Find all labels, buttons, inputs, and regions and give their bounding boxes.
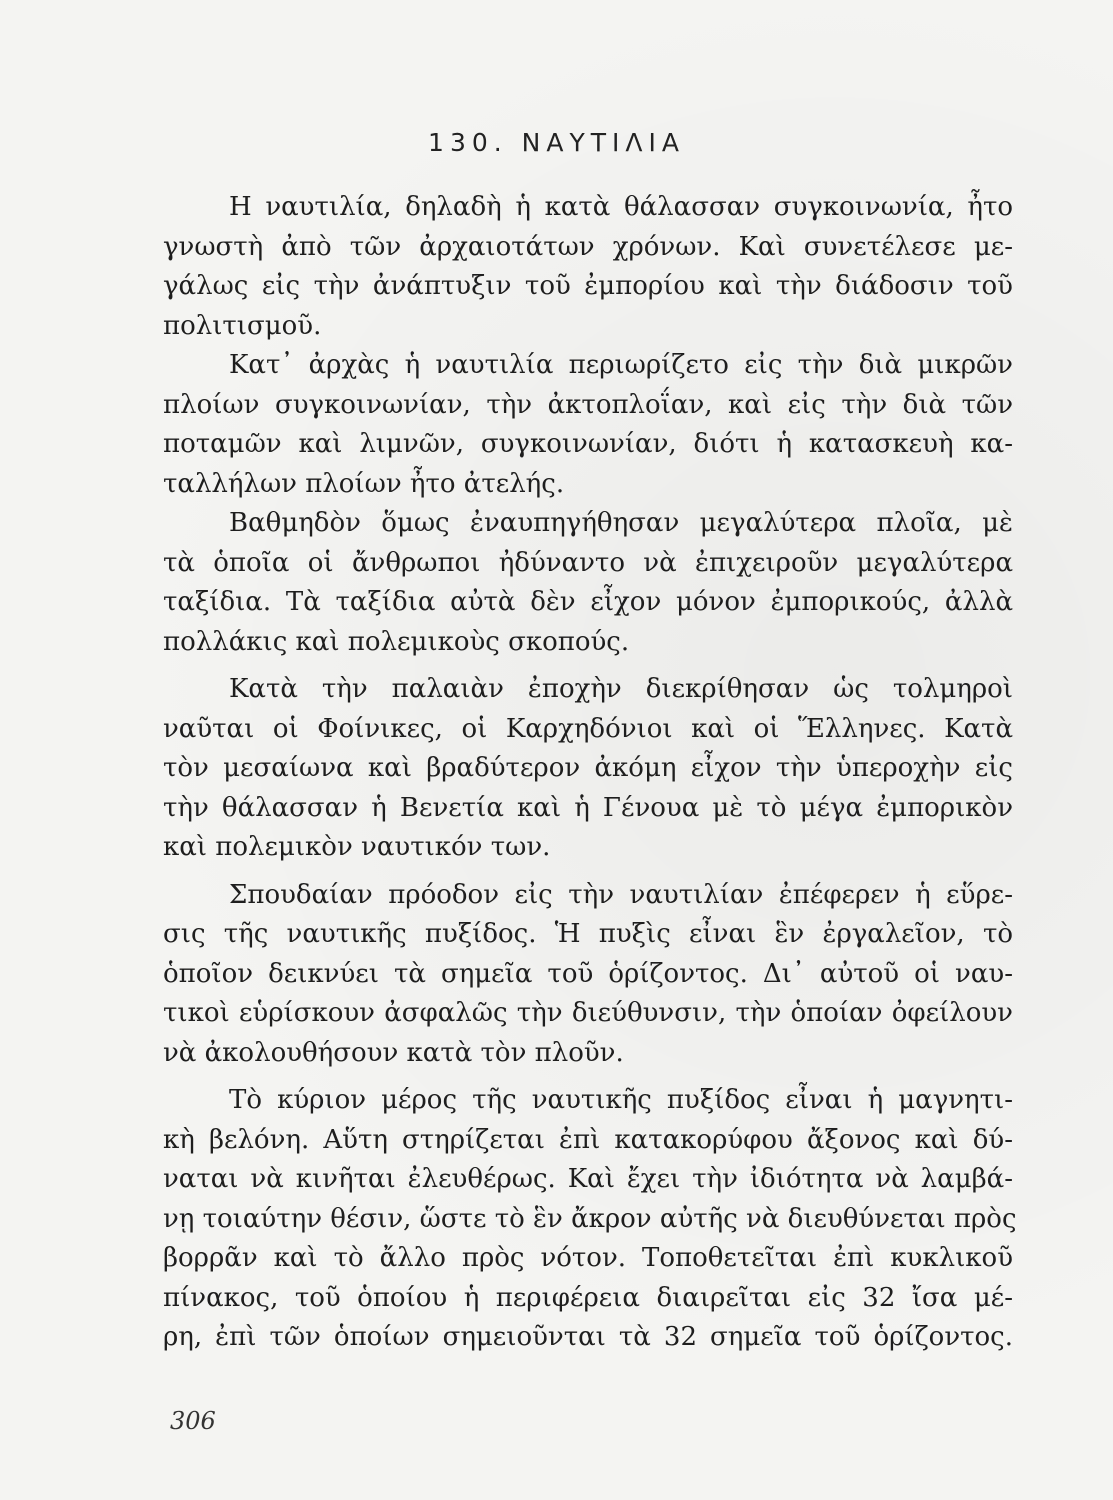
paragraph-gap [163, 1073, 1013, 1081]
text-line: κὴ βελόνη. Αὕτη στηρίζεται ἐπὶ κατακορύφου ἄξονος καὶ δύ- [163, 1124, 1013, 1155]
text-line: τικοὶ εὑρίσκουν ἀσφαλῶς τὴν διεύθυνσιν, τὴν ὁποίαν ὀφείλουν [163, 998, 1013, 1028]
text-line: ρη, ἐπὶ τῶν ὁποίων σημειοῦνται τὰ 32 σημεῖα τοῦ ὁρίζοντος. [163, 1322, 1013, 1352]
text-line: Η ναυτιλία, δηλαδὴ ἡ κατὰ θάλασσαν συγκοινωνία, ἦτο [229, 192, 1013, 222]
chapter-heading: 130. ΝΑΥΤΙΛΙΑ [428, 128, 685, 157]
text-line: τὰ ὁποῖα οἱ ἄνθρωποι ἠδύναντο νὰ ἐπιχειροῦν μεγαλύτερα [163, 547, 1013, 578]
text-line: πίνακος, τοῦ ὁποίου ἡ περιφέρεια διαιρεῖται εἰς 32 ἴσα μέ- [163, 1282, 1013, 1313]
paragraph [163, 670, 1013, 868]
text-line: τὴν θάλασσαν ἡ Βενετία καὶ ἡ Γένουα μὲ τὸ μέγα ἐμπορικὸν [163, 792, 1013, 823]
paragraph [163, 1081, 1017, 1358]
paragraph [163, 504, 1013, 662]
text-line: Βαθμηδὸν ὅμως ἐναυπηγήθησαν μεγαλύτερα πλοῖα, μὲ [229, 508, 1013, 538]
text-line: ὁποῖον δεικνύει τὰ σημεῖα τοῦ ὁρίζοντος. Δι᾿ αὐτοῦ οἱ ναυ- [163, 958, 1013, 989]
paragraph [163, 346, 1013, 504]
text-line: ταλλήλων πλοίων ἦτο ἀτελής. [163, 468, 565, 499]
paragraph [163, 876, 1013, 1074]
paragraph-gap [163, 868, 1013, 876]
text-line: Τὸ κύριον μέρος τῆς ναυτικῆς πυξίδος εἶναι ἡ μαγνητι- [229, 1085, 1013, 1115]
text-line: πολιτισμοῦ. [163, 310, 322, 341]
text-line: ποταμῶν καὶ λιμνῶν, συγκοινωνίαν, διότι ἡ κατασκευὴ κα- [163, 429, 1013, 459]
text-line: Κατ᾿ ἀρχὰς ἡ ναυτιλία περιωρίζετο εἰς τὴν διὰ μικρῶν [229, 350, 1013, 380]
text-line: πλοίων συγκοινωνίαν, τὴν ἀκτοπλοΐαν, καὶ εἰς τὴν διὰ τῶν [163, 389, 1013, 420]
text-line: τὸν μεσαίωνα καὶ βραδύτερον ἀκόμη εἶχον τὴν ὑπεροχὴν εἰς [163, 753, 1013, 783]
text-line: καὶ πολεμικὸν ναυτικόν των. [163, 832, 551, 862]
text-line: πολλάκις καὶ πολεμικοὺς σκοπούς. [163, 626, 630, 657]
text-line: νὰ ἀκολουθήσουν κατὰ τὸν πλοῦν. [163, 1037, 624, 1068]
text-line: ναται νὰ κινῆται ἐλευθέρως. Καὶ ἔχει τὴν ἰδιότητα νὰ λαμβά- [163, 1164, 1013, 1194]
text-line: γάλως εἰς τὴν ἀνάπτυξιν τοῦ ἐμπορίου καὶ τὴν διάδοσιν τοῦ [163, 271, 1013, 301]
text-line: Κατὰ τὴν παλαιὰν ἐποχὴν διεκρίθησαν ὡς τολμηροὶ [229, 674, 1013, 704]
text-line: Σπουδαίαν πρόοδον εἰς τὴν ναυτιλίαν ἐπέφερεν ἡ εὕρε- [229, 879, 1013, 910]
page-number: 306 [170, 1407, 216, 1435]
paragraph-gap [163, 662, 1013, 670]
body-text [163, 188, 1017, 1358]
text-line: σις τῆς ναυτικῆς πυξίδος. Ἡ πυξὶς εἶναι ἓν ἐργαλεῖον, τὸ [163, 919, 1013, 949]
text-line: βορρᾶν καὶ τὸ ἄλλο πρὸς νότον. Τοποθετεῖται ἐπὶ κυκλικοῦ [163, 1243, 1013, 1273]
text-line: ταξίδια. Τὰ ταξίδια αὐτὰ δὲν εἶχον μόνον ἐμπορικούς, ἀλλὰ [163, 587, 1013, 617]
text-line: γνωστὴ ἀπὸ τῶν ἀρχαιοτάτων χρόνων. Καὶ συνετέλεσε με- [163, 231, 1013, 262]
paragraph [163, 188, 1013, 346]
text-line: νῃ τοιαύτην θέσιν, ὥστε τὸ ἓν ἄκρον αὐτῆς νὰ διευθύνεται πρὸς [163, 1203, 1017, 1234]
text-line: ναῦται οἱ Φοίνικες, οἱ Καρχηδόνιοι καὶ οἱ Ἕλληνες. Κατὰ [163, 713, 1013, 744]
